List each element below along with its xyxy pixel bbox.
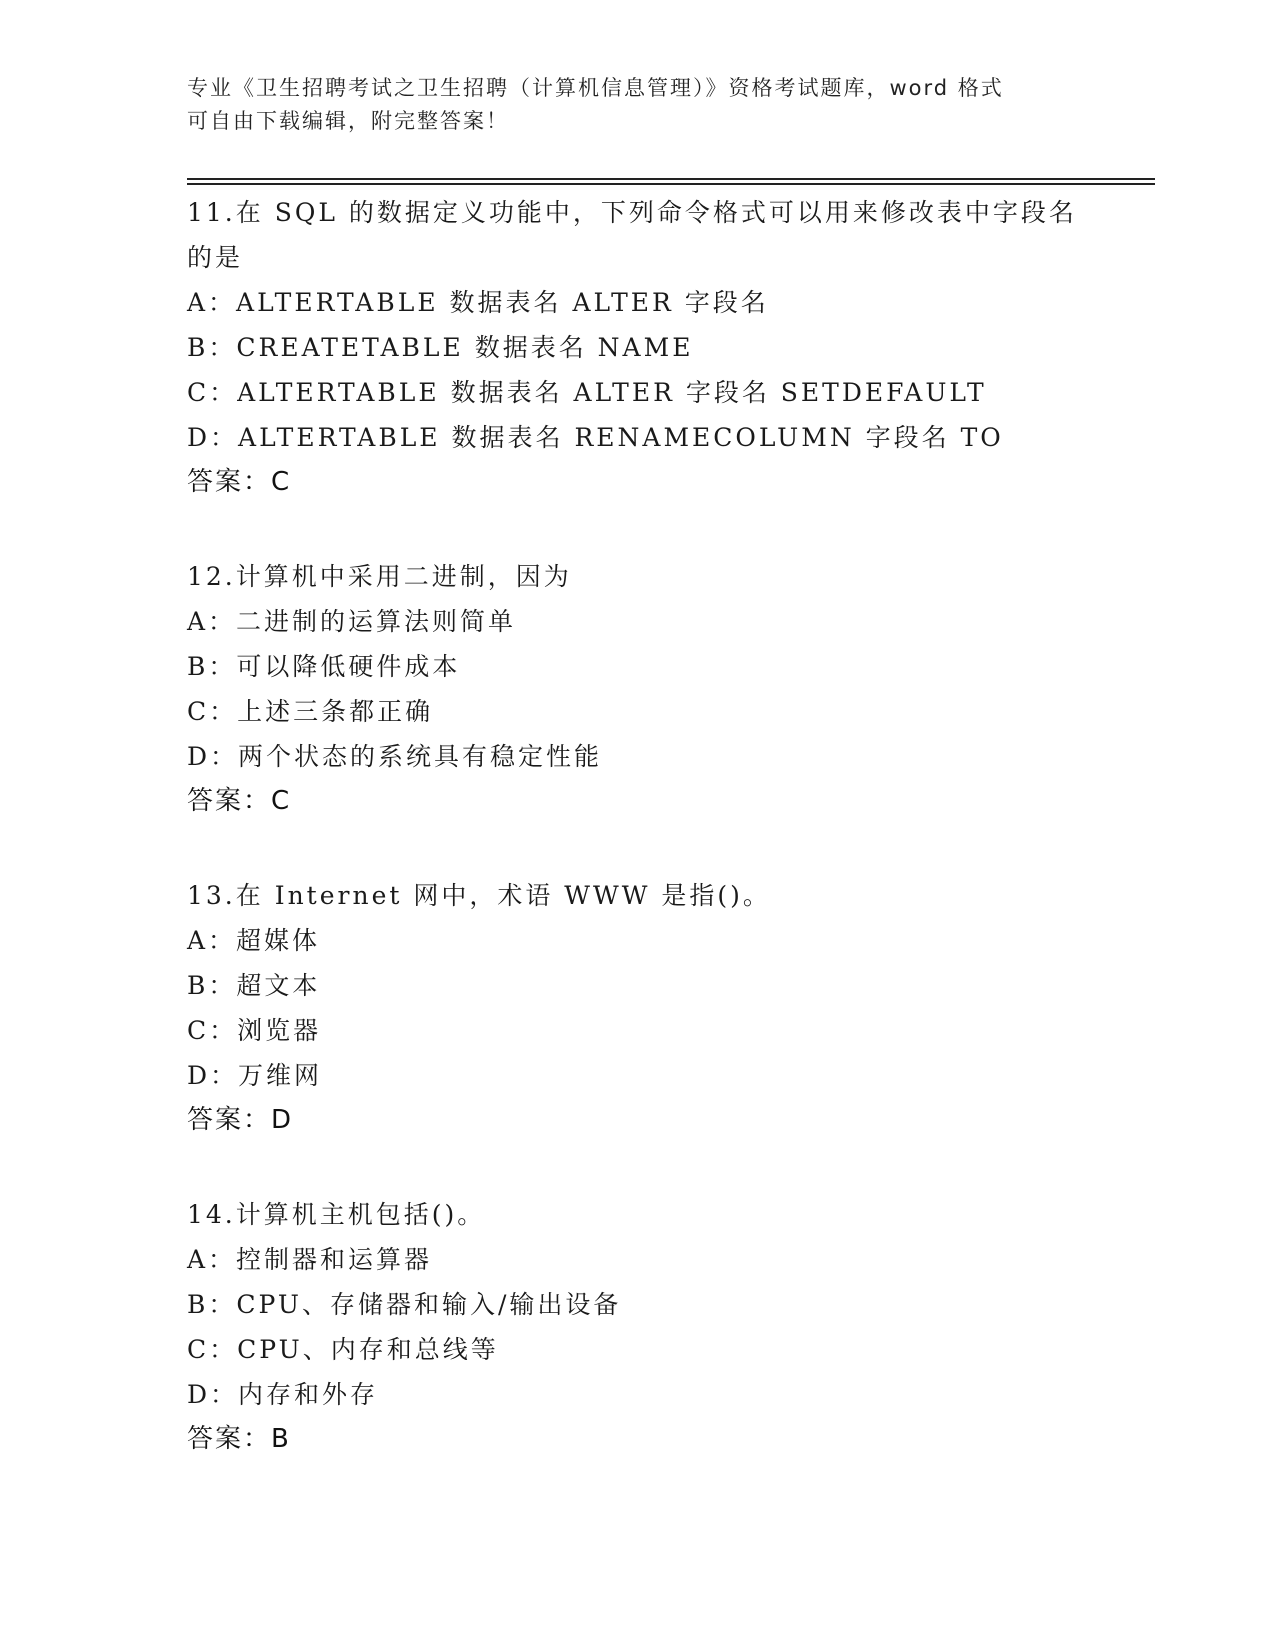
option-a: A：二进制的运算法则简单 [187,607,517,636]
question-text [187,554,1087,599]
header-line-2: 可自由下载编辑，附完整答案！ [187,109,509,133]
option-b: B：CPU、存储器和输入/输出设备 [187,1290,622,1319]
question-text-line-1: 12.计算机中采用二进制，因为 [187,562,572,591]
question-12 [187,554,1087,824]
question-text-line-1: 14.计算机主机包括()。 [187,1200,486,1229]
question-11 [187,190,1087,505]
option-d: D：ALTERTABLE 数据表名 RENAMECOLUMN 字段名 TO [187,423,1004,452]
header-divider-top [187,178,1155,180]
question-13 [187,873,1087,1143]
option-c: C：ALTERTABLE 数据表名 ALTER 字段名 SETDEFAULT [187,378,987,407]
option-c: C：浏览器 [187,1016,322,1045]
question-text [187,190,1087,280]
question-list [187,190,1087,1511]
header-divider-bottom [187,183,1155,185]
option-d: D：内存和外存 [187,1380,379,1409]
question-text-line-2: 的是 [187,243,244,272]
answer: 答案：C [187,786,292,816]
question-text-line-1: 13.在 Internet 网中，术语 WWW 是指()。 [187,881,771,910]
question-text [187,873,1087,918]
answer: 答案：D [187,1105,294,1135]
option-a: A：ALTERTABLE 数据表名 ALTER 字段名 [187,288,769,317]
answer: 答案：B [187,1424,291,1454]
header-line-1: 专业《卫生招聘考试之卫生招聘（计算机信息管理）》资格考试题库，word 格式 [187,76,1004,100]
option-a: A：控制器和运算器 [187,1245,433,1274]
option-b: B：CREATETABLE 数据表名 NAME [187,333,694,362]
answer: 答案：C [187,467,292,497]
option-b: B：可以降低硬件成本 [187,652,461,681]
option-c: C：上述三条都正确 [187,697,434,726]
document-header [187,72,1067,138]
question-text [187,1192,1087,1237]
option-d: D：万维网 [187,1061,323,1090]
option-d: D：两个状态的系统具有稳定性能 [187,742,603,771]
option-c: C：CPU、内存和总线等 [187,1335,499,1364]
option-a: A：超媒体 [187,926,321,955]
option-b: B：超文本 [187,971,321,1000]
question-text-line-1: 11.在 SQL 的数据定义功能中，下列命令格式可以用来修改表中字段名 [187,198,1077,227]
question-14 [187,1192,1087,1462]
